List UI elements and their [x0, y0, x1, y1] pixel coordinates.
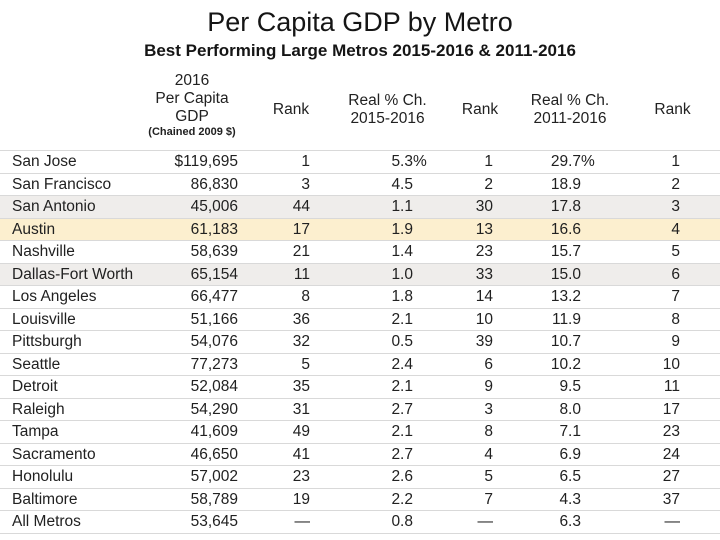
cell-pct-2015-2016-value: 1.0 — [391, 265, 413, 283]
cell-metro: Detroit — [0, 376, 132, 399]
cell-pct-2015-2016-value: 1.1 — [391, 198, 413, 216]
table-row — [0, 196, 720, 219]
cell-gdp: 46,650 — [132, 443, 252, 466]
cell-pct-2011-2016-value: 13.2 — [550, 288, 581, 306]
cell-pct-2015-2016 — [330, 376, 445, 399]
cell-pct-2011-2016-value: 29.7 — [550, 153, 581, 171]
cell-metro: Dallas-Fort Worth — [0, 263, 132, 286]
table-row — [0, 376, 720, 399]
cell-rank-2015-2016: 5 — [445, 466, 515, 489]
col-header-gdp-line1: 2016 — [174, 72, 210, 89]
cell-gdp: 57,002 — [132, 466, 252, 489]
col-header-pct-2011-2016 — [515, 70, 625, 151]
cell-rank-2011-2016: 10 — [625, 353, 720, 376]
col-header-gdp-line3: GDP — [175, 108, 209, 125]
cell-rank-2011-2016: 8 — [625, 308, 720, 331]
cell-pct-2015-2016-value: 2.4 — [391, 355, 413, 373]
cell-gdp: 41,609 — [132, 421, 252, 444]
cell-rank-gdp: 23 — [252, 466, 330, 489]
cell-pct-2015-2016 — [330, 511, 445, 534]
cell-rank-2015-2016: 3 — [445, 398, 515, 421]
cell-metro: Pittsburgh — [0, 331, 132, 354]
cell-metro: Austin — [0, 218, 132, 241]
cell-metro: Tampa — [0, 421, 132, 444]
cell-pct-2015-2016-value: 5.3 — [391, 153, 413, 171]
cell-rank-2015-2016: 14 — [445, 286, 515, 309]
cell-rank-2011-2016: 3 — [625, 196, 720, 219]
cell-pct-2011-2016 — [515, 151, 625, 174]
cell-pct-2015-2016 — [330, 308, 445, 331]
cell-pct-2015-2016-value: 2.2 — [391, 490, 413, 508]
col-header-pct2-line1: Real % Ch. — [530, 92, 610, 109]
cell-pct-2015-2016-value: 1.4 — [391, 243, 413, 261]
col-header-rank-pct2: Rank — [654, 101, 691, 118]
cell-rank-gdp: 21 — [252, 241, 330, 264]
cell-rank-gdp: — — [252, 511, 330, 534]
col-header-pct2-line2: 2011-2016 — [533, 110, 607, 127]
cell-pct-2015-2016-value: 2.6 — [391, 468, 413, 486]
table-row — [0, 331, 720, 354]
cell-gdp: 52,084 — [132, 376, 252, 399]
cell-rank-2011-2016: 23 — [625, 421, 720, 444]
table-header-row — [0, 70, 720, 151]
cell-gdp: 66,477 — [132, 286, 252, 309]
cell-rank-2011-2016: 2 — [625, 173, 720, 196]
cell-pct-2015-2016 — [330, 466, 445, 489]
col-header-rank-pct1: Rank — [461, 101, 499, 118]
cell-pct-2011-2016 — [515, 511, 625, 534]
cell-pct-2015-2016 — [330, 218, 445, 241]
cell-metro: Los Angeles — [0, 286, 132, 309]
cell-rank-2011-2016: 11 — [625, 376, 720, 399]
cell-metro: Honolulu — [0, 466, 132, 489]
cell-rank-2015-2016: 10 — [445, 308, 515, 331]
cell-rank-2015-2016: 39 — [445, 331, 515, 354]
cell-pct-2011-2016-value: 6.3 — [559, 513, 581, 531]
metro-gdp-table — [0, 70, 720, 534]
table-row — [0, 151, 720, 174]
cell-gdp: 53,645 — [132, 511, 252, 534]
cell-pct-2011-2016-value: 4.3 — [559, 490, 581, 508]
cell-pct-2011-2016 — [515, 218, 625, 241]
cell-gdp: 61,183 — [132, 218, 252, 241]
cell-pct-2011-2016 — [515, 466, 625, 489]
cell-pct-2015-2016 — [330, 353, 445, 376]
table-row — [0, 398, 720, 421]
cell-pct-2015-2016-value: 2.7 — [391, 445, 413, 463]
cell-pct-2011-2016 — [515, 443, 625, 466]
cell-rank-gdp: 8 — [252, 286, 330, 309]
cell-pct-2015-2016-value: 2.1 — [391, 310, 413, 328]
table-row — [0, 421, 720, 444]
cell-pct-2011-2016-value: 15.7 — [550, 243, 581, 261]
cell-rank-gdp: 5 — [252, 353, 330, 376]
col-header-gdp-note: (Chained 2009 $) — [148, 126, 236, 138]
cell-pct-2011-2016 — [515, 376, 625, 399]
cell-rank-2011-2016: 24 — [625, 443, 720, 466]
cell-pct-2011-2016 — [515, 331, 625, 354]
cell-rank-gdp: 31 — [252, 398, 330, 421]
table-row — [0, 241, 720, 264]
cell-rank-gdp: 17 — [252, 218, 330, 241]
cell-pct-2011-2016 — [515, 488, 625, 511]
cell-pct-2011-2016 — [515, 398, 625, 421]
cell-pct-2011-2016-value: 10.7 — [550, 333, 581, 351]
cell-pct-2011-2016 — [515, 308, 625, 331]
cell-gdp: 77,273 — [132, 353, 252, 376]
cell-rank-2011-2016: 6 — [625, 263, 720, 286]
cell-metro: Louisville — [0, 308, 132, 331]
table-row — [0, 488, 720, 511]
cell-rank-gdp: 19 — [252, 488, 330, 511]
cell-metro: Raleigh — [0, 398, 132, 421]
cell-pct-2015-2016 — [330, 398, 445, 421]
cell-rank-2011-2016: 17 — [625, 398, 720, 421]
cell-pct-2015-2016 — [330, 286, 445, 309]
cell-pct-2011-2016-value: 8.0 — [559, 400, 581, 418]
cell-pct-2011-2016-value: 16.6 — [550, 220, 581, 238]
col-header-gdp-line2: Per Capita — [155, 90, 229, 107]
cell-rank-2015-2016: 4 — [445, 443, 515, 466]
col-header-rank-gdp: Rank — [272, 101, 310, 118]
cell-metro: Baltimore — [0, 488, 132, 511]
cell-rank-2011-2016: 7 — [625, 286, 720, 309]
cell-rank-2015-2016: 9 — [445, 376, 515, 399]
cell-pct-2015-2016-value: 4.5 — [391, 175, 413, 193]
cell-rank-2015-2016: 23 — [445, 241, 515, 264]
col-header-pct-2015-2016 — [330, 70, 445, 151]
cell-metro: Sacramento — [0, 443, 132, 466]
cell-pct-2011-2016 — [515, 286, 625, 309]
cell-rank-2011-2016: 9 — [625, 331, 720, 354]
cell-pct-2015-2016 — [330, 196, 445, 219]
table-row — [0, 443, 720, 466]
cell-rank-gdp: 32 — [252, 331, 330, 354]
col-header-metro — [0, 70, 132, 151]
table-row — [0, 308, 720, 331]
cell-pct-2011-2016-value: 6.5 — [559, 468, 581, 486]
cell-rank-2011-2016: 5 — [625, 241, 720, 264]
cell-rank-gdp: 49 — [252, 421, 330, 444]
cell-rank-2015-2016: 33 — [445, 263, 515, 286]
cell-pct-2015-2016 — [330, 173, 445, 196]
cell-pct-2011-2016-value: 6.9 — [559, 445, 581, 463]
cell-pct-2015-2016-value: 2.1 — [391, 423, 413, 441]
cell-rank-gdp: 41 — [252, 443, 330, 466]
cell-rank-2011-2016: 27 — [625, 466, 720, 489]
cell-pct-2015-2016-value: 1.8 — [391, 288, 413, 306]
cell-gdp: 54,290 — [132, 398, 252, 421]
cell-pct-2011-2016 — [515, 353, 625, 376]
cell-rank-gdp: 3 — [252, 173, 330, 196]
cell-pct-2011-2016 — [515, 421, 625, 444]
cell-pct-2015-2016-value: 2.1 — [391, 378, 413, 396]
col-header-pct1-line2: 2015-2016 — [350, 110, 425, 127]
cell-pct-2011-2016-value: 15.0 — [550, 265, 581, 283]
cell-pct-2011-2016-value: 18.9 — [550, 175, 581, 193]
table-row — [0, 263, 720, 286]
cell-gdp: $119,695 — [132, 151, 252, 174]
cell-pct-2011-2016-value: 7.1 — [559, 423, 581, 441]
col-header-pct1-line1: Real % Ch. — [348, 92, 427, 109]
cell-pct-2015-2016 — [330, 241, 445, 264]
cell-rank-2015-2016: — — [445, 511, 515, 534]
cell-pct-2011-2016-suffix: % — [581, 153, 595, 171]
cell-pct-2015-2016 — [330, 488, 445, 511]
cell-rank-2015-2016: 13 — [445, 218, 515, 241]
cell-pct-2011-2016 — [515, 241, 625, 264]
cell-metro: San Antonio — [0, 196, 132, 219]
cell-pct-2011-2016 — [515, 196, 625, 219]
cell-rank-2011-2016: — — [625, 511, 720, 534]
cell-rank-2015-2016: 30 — [445, 196, 515, 219]
cell-pct-2011-2016-value: 9.5 — [559, 378, 581, 396]
cell-metro: San Francisco — [0, 173, 132, 196]
cell-rank-2011-2016: 37 — [625, 488, 720, 511]
cell-rank-gdp: 36 — [252, 308, 330, 331]
cell-rank-2015-2016: 7 — [445, 488, 515, 511]
cell-pct-2015-2016-value: 2.7 — [391, 400, 413, 418]
cell-gdp: 86,830 — [132, 173, 252, 196]
cell-pct-2015-2016 — [330, 263, 445, 286]
table-row — [0, 511, 720, 534]
cell-pct-2015-2016-value: 0.8 — [391, 513, 413, 531]
cell-gdp: 51,166 — [132, 308, 252, 331]
cell-pct-2015-2016-value: 0.5 — [391, 333, 413, 351]
cell-rank-2015-2016: 6 — [445, 353, 515, 376]
cell-pct-2011-2016 — [515, 173, 625, 196]
cell-rank-2011-2016: 4 — [625, 218, 720, 241]
cell-gdp: 45,006 — [132, 196, 252, 219]
cell-pct-2015-2016-value: 1.9 — [391, 220, 413, 238]
cell-pct-2015-2016 — [330, 151, 445, 174]
cell-pct-2011-2016-value: 17.8 — [550, 198, 581, 216]
cell-rank-gdp: 1 — [252, 151, 330, 174]
cell-pct-2011-2016-value: 11.9 — [551, 310, 581, 328]
metro-table-body — [0, 151, 720, 534]
cell-pct-2011-2016 — [515, 263, 625, 286]
page-subtitle: Best Performing Large Metros 2015-2016 & 2011-2016 — [144, 41, 576, 60]
cell-pct-2015-2016 — [330, 443, 445, 466]
cell-gdp: 58,639 — [132, 241, 252, 264]
cell-pct-2015-2016 — [330, 421, 445, 444]
cell-metro: All Metros — [0, 511, 132, 534]
cell-gdp: 58,789 — [132, 488, 252, 511]
table-row — [0, 218, 720, 241]
cell-gdp: 54,076 — [132, 331, 252, 354]
cell-rank-gdp: 35 — [252, 376, 330, 399]
col-header-gdp — [132, 70, 252, 151]
table-row — [0, 466, 720, 489]
cell-rank-2015-2016: 8 — [445, 421, 515, 444]
cell-pct-2015-2016 — [330, 331, 445, 354]
cell-pct-2011-2016-value: 10.2 — [550, 355, 581, 373]
table-row — [0, 286, 720, 309]
cell-rank-2011-2016: 1 — [625, 151, 720, 174]
title-block — [0, 0, 720, 64]
table-row — [0, 173, 720, 196]
cell-gdp: 65,154 — [132, 263, 252, 286]
cell-rank-2015-2016: 2 — [445, 173, 515, 196]
cell-metro: Nashville — [0, 241, 132, 264]
table-row — [0, 353, 720, 376]
cell-metro: Seattle — [0, 353, 132, 376]
page-title: Per Capita GDP by Metro — [207, 7, 513, 37]
cell-metro: San Jose — [0, 151, 132, 174]
cell-rank-gdp: 11 — [252, 263, 330, 286]
cell-rank-gdp: 44 — [252, 196, 330, 219]
cell-rank-2015-2016: 1 — [445, 151, 515, 174]
cell-pct-2015-2016-suffix: % — [413, 153, 427, 171]
